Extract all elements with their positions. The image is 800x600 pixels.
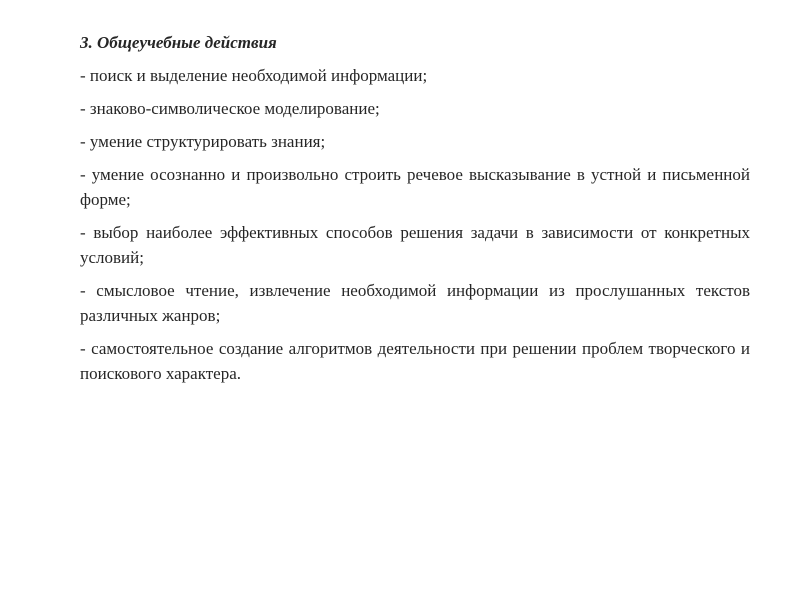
list-item: - выбор наиболее эффективных способов решения задачи в зависимости от конкретных условий; <box>80 223 750 267</box>
list-item: - поиск и выделение необходимой информации; <box>80 66 428 85</box>
section-heading: 3. Общеучебные действия <box>80 33 277 52</box>
list-item: - умение структурировать знания; <box>80 132 326 151</box>
list-item: - самостоятельное создание алгоритмов деятельности при решении проблем творческого и поискового характера. <box>80 339 750 383</box>
slide-content <box>80 30 750 394</box>
list-item: - знаково-символическое моделирование; <box>80 99 380 118</box>
list-item: - смысловое чтение, извлечение необходимой информации из прослушанных текстов различных жанров; <box>80 281 750 325</box>
list-item: - умение осознанно и произвольно строить речевое высказывание в устной и письменной форме; <box>80 165 750 209</box>
